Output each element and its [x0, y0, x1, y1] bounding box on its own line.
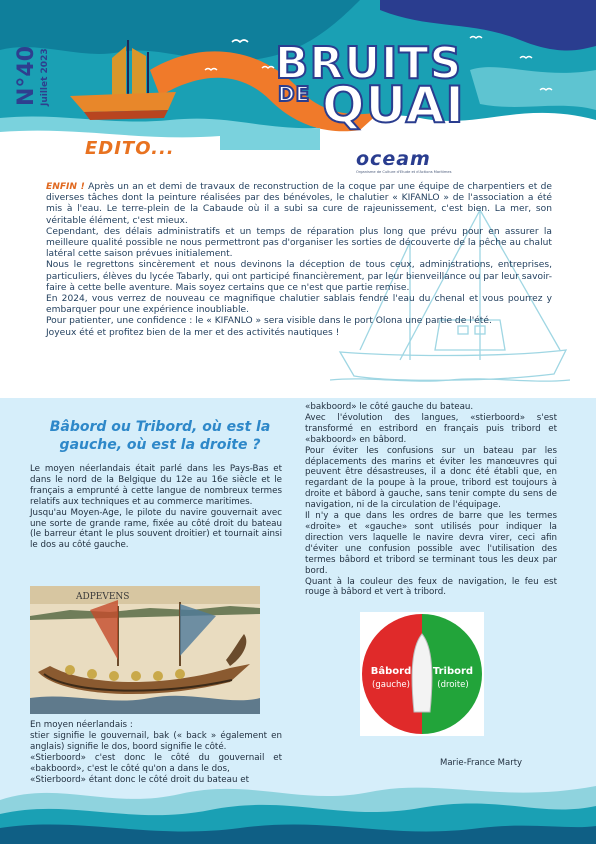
- article-left2-paragraph-2: stier signifie le gouvernail, bak (« back » également en anglais) signifie le dos, boord signifie le côté.: [30, 730, 282, 752]
- article-right-paragraph-2: Avec l'évolution des langues, «stierboord» s'est transformé en estribord en français puis tribord et «bakboord» en bâbord.: [305, 412, 557, 445]
- article-left-paragraph-2: Jusqu'au Moyen-Age, le pilote du navire gouvernait avec une sorte de grande rame, fixée au côté droit du bateau (le barreur étant le plus souvent droitier) et tournait ainsi le dos au côté gauche.: [30, 507, 282, 551]
- masthead-title-line2: DE: [278, 82, 311, 106]
- edito-paragraph-6: Joyeux été et profitez bien de la mer et des activités nautiques !: [46, 327, 340, 338]
- article-right-column: [305, 402, 557, 598]
- port-label: Bâbord: [370, 666, 412, 677]
- footer-waves: [0, 770, 596, 844]
- edito-paragraph-5: Pour patienter, une confidence : le « KIFANLO » sera visible dans le port Olona une partie de l'été.: [46, 316, 492, 327]
- article-left-paragraph-1: Le moyen néerlandais était parlé dans les Pays-Bas et dans le nord de la Belgique du 12e au 16e siècle et le français a emprunté à cette langue de nombreux termes relatifs aux techniques et au commerce maritimes.: [30, 464, 282, 507]
- masthead-title-line3: QUAI: [322, 76, 465, 134]
- article-right-paragraph-3: Pour éviter les confusions sur un bateau par les déplacements des marins et éviter les manœuvres qui peuvent être désastreuses, il a donc été établi que, en regardant de la poupe à la proue, tribord est toujours à droite et bâbord à gauche, sans tenir compte du sens de navigation, ni de la circulation de l'équipage.: [305, 445, 557, 511]
- edito-body: [46, 182, 552, 339]
- org-logo: oceam: [356, 148, 431, 170]
- article-left-column: [30, 464, 282, 551]
- article-left2-paragraph-4: «Stierboord» étant donc le côté droit du bateau et: [30, 774, 249, 785]
- port-sublabel: (gauche): [372, 680, 410, 690]
- edito-paragraph-4: En 2024, vous verrez de nouveau ce magnifique chalutier sablais fendre l'eau du chenal et vous pourrez y embarquer pour une expérience inoubliable.: [46, 294, 552, 316]
- masthead-title-line1: BRUITS: [275, 38, 463, 89]
- article-right-paragraph-1: «bakboord» le côté gauche du bateau.: [305, 402, 474, 412]
- bayeux-tapestry-image: [30, 586, 260, 714]
- org-subtitle: Organisme de Culture d'Etude et d'Actions Maritimes: [356, 170, 452, 174]
- article-right-paragraph-5: Quant à la couleur des feux de navigation, le feu est rouge à bâbord et vert à tribord.: [305, 576, 557, 598]
- tapestry-inscription: ADPEVENS: [76, 592, 130, 602]
- issue-number: N°40: [14, 45, 39, 106]
- starboard-label: Tribord: [432, 666, 474, 677]
- article-left2-paragraph-3: «Stierboord» c'est donc le côté du gouvernail et «bakboord», c'est le côté qu'on a dans le dos,: [30, 752, 282, 774]
- edito-lead: ENFIN !: [46, 182, 85, 192]
- issue-date: Juillet 2023: [40, 48, 50, 106]
- article-right-paragraph-4: Il n'y a que dans les ordres de barre que les termes «droite» et «gauche» sont utilisés pour indiquer la direction vers laquelle le navire devra virer, ceci afin d'éviter une confusion possible avec l'utilisation des termes bâbord et tribord se terminant tous les deux par bord.: [305, 511, 557, 576]
- edito-paragraph-3: Nous le regrettons sincèrement et nous devinons la déception de tous ceux, administrations, entreprises, particuliers, élèves du lycée Tabarly, qui ont participé financièrement, par leur bienveillance ou par leur savoir-faire à cette belle aventure. Mais soyez certains que ce n'est que partie remise.: [46, 260, 552, 293]
- edito-paragraph-2: Cependant, des délais administratifs et un temps de réparation plus long que prévu pour en assurer la meilleure qualité possible ne nous permettront pas d'organiser les sorties de découverte de la pêche au chalut latéral cette saison prévues initialement.: [46, 226, 552, 260]
- edito-title: EDITO...: [85, 138, 175, 159]
- edito-paragraph-1: [46, 182, 552, 227]
- article-left2-paragraph-1: En moyen néerlandais :: [30, 720, 133, 730]
- article-author: Marie-France Marty: [440, 758, 523, 768]
- edito-p1-text: Après un an et demi de travaux de reconstruction de la coque par une équipe de charpentiers et de diverses tâches dont la peinture réalisées par des bénévoles, le chalutier « KIFANLO » de l'association a été mis à l'eau. Le terre-plein de la Cabaude où il a subi sa cure de rajeunissement, c'est bien. La mer, son véritable élément, c'est mieux.: [46, 182, 552, 226]
- article-title: Bâbord ou Tribord, où est la gauche, où est la droite ?: [49, 419, 271, 453]
- starboard-sublabel: (droite): [437, 680, 469, 690]
